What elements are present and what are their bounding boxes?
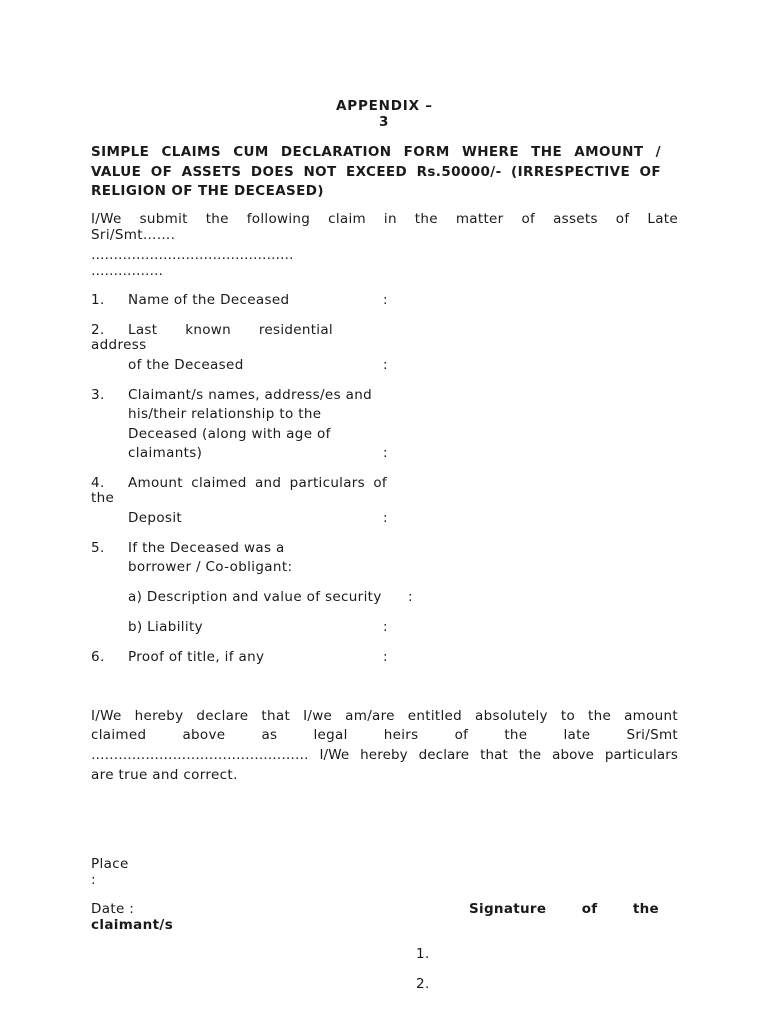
title-line-2: VALUE OF ASSETS DOES NOT EXCEED Rs.50000/- (IRRESPECTIVE OF [91, 163, 661, 180]
item-4-label-a: Amount claimed and particulars of [128, 475, 387, 491]
intro-dotted-line-1: ……………………………………… [91, 247, 294, 263]
item-5-sub-a-colon: : [408, 589, 413, 605]
item-3-label-a: Claimant/s names, address/es and [128, 387, 373, 403]
item-3-label-d: claimants) [128, 445, 203, 461]
item-3-number: 3. [91, 387, 105, 403]
item-1-label: Name of the Deceased [128, 292, 290, 308]
intro-dotted-line-2: ……………. [91, 263, 163, 279]
appendix-number: 3 [379, 114, 389, 130]
item-4-colon: : [383, 510, 388, 526]
item-1-colon: : [383, 292, 388, 308]
declaration-line-2: claimed above as legal heirs of the late Sri/Smt [91, 727, 678, 743]
item-5-sub-a: a) Description and value of security [128, 589, 382, 605]
date-label: Date : [91, 901, 135, 917]
item-2-label-a: Last known residential [128, 322, 333, 338]
item-5-label-b: borrower / Co-obligant: [128, 559, 293, 575]
item-5-number: 5. [91, 540, 105, 556]
intro-line-1: I/We submit the following claim in the matter of assets of Late [91, 211, 678, 227]
item-2-number: 2. [91, 322, 105, 338]
claimants-label: claimant/s [91, 917, 174, 933]
place-label: Place [91, 856, 129, 872]
item-5-sub-b-colon: : [383, 619, 388, 635]
signature-line-1: 1. [416, 946, 430, 962]
item-4-label-b: the [91, 490, 115, 506]
item-4-number: 4. [91, 475, 105, 491]
signature-line-2: 2. [416, 976, 430, 992]
title-line-1: SIMPLE CLAIMS CUM DECLARATION FORM WHERE THE AMOUNT / [91, 144, 661, 160]
item-6-colon: : [383, 649, 388, 665]
item-5-sub-b: b) Liability [128, 619, 203, 635]
item-2-label-b: address [91, 337, 147, 353]
declaration-line-3: ………………………………………… I/We hereby declare that the above particulars [91, 747, 678, 763]
item-2-colon: : [383, 357, 388, 373]
item-4-label-c: Deposit [128, 510, 183, 526]
item-1-number: 1. [91, 292, 105, 308]
item-3-colon: : [383, 445, 388, 461]
declaration-line-1: I/We hereby declare that I/we am/are entitled absolutely to the amount [91, 708, 678, 724]
title-line-3: RELIGION OF THE DECEASED) [91, 183, 324, 199]
item-6-number: 6. [91, 649, 105, 665]
item-3-label-b: his/their relationship to the [128, 406, 322, 422]
place-colon: : [91, 872, 96, 888]
appendix-heading: APPENDIX – [336, 98, 433, 114]
signature-label: Signature of the [469, 901, 659, 917]
item-5-label-a: If the Deceased was a [128, 540, 285, 556]
item-6-label: Proof of title, if any [128, 649, 265, 665]
declaration-line-4: are true and correct. [91, 767, 238, 783]
intro-line-2: Sri/Smt……. [91, 227, 176, 243]
item-3-label-c: Deceased (along with age of [128, 426, 331, 442]
form-title [91, 143, 661, 202]
item-2-label-c: of the Deceased [128, 357, 244, 373]
